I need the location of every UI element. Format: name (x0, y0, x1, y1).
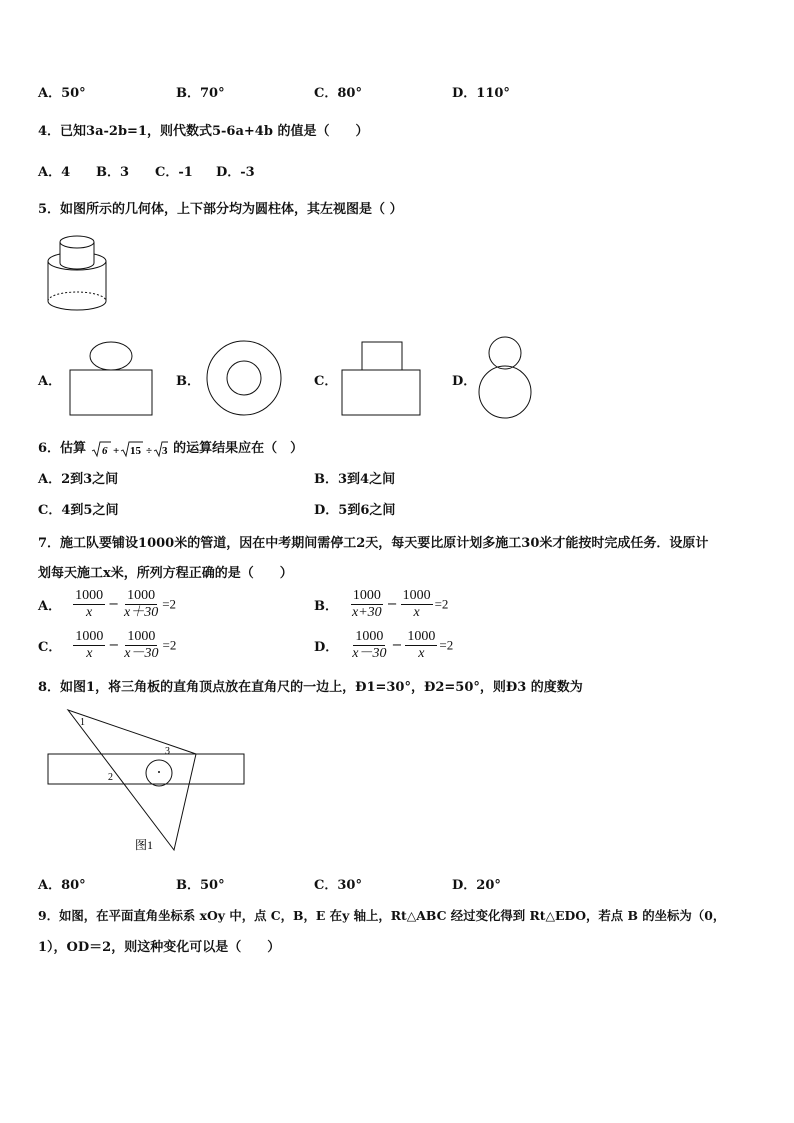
q5-solid-figure (40, 232, 112, 316)
q6-stem (38, 437, 303, 458)
q8-option-c: C．30° (314, 878, 362, 893)
q5-option-d-figure (476, 335, 536, 423)
q6-option-a: A．2到3之间 (38, 472, 119, 487)
q6-option-b: B．3到4之间 (314, 472, 396, 487)
set-square (68, 710, 196, 850)
svg-text:6: 6 (101, 444, 108, 457)
svg-text:+: + (112, 444, 119, 457)
angle-3-label: 3 (165, 746, 170, 757)
angle-1-label: 1 (80, 717, 85, 728)
q8-option-d: D．20° (452, 878, 501, 893)
q7-b-fraction-1: $\frac{1000}{x+30}$ (352, 588, 382, 620)
q5-option-a-figure (68, 340, 154, 418)
angle-2-label: 2 (108, 772, 113, 783)
q7-c-fraction-1: $\frac{1000}{x}$ (75, 629, 104, 661)
q9-stem-line1: 9．如图，在平面直角坐标系 xOy 中，点 C，B，E 在y 轴上，Rt△ABC 经过变化得到 Rt△EDO，若点 B 的坐标为（0， (38, 908, 726, 923)
q7-option-b: B． $\frac{1000}{x+30}$ − $\frac{1000}{x}$ =2 (314, 588, 449, 620)
q8-option-b: B．50° (176, 878, 225, 893)
q8-option-a: A．80° (38, 878, 86, 893)
q5-option-c-label: C． (314, 374, 338, 389)
q8-figure (44, 706, 250, 862)
q3-option-b: B．70° (176, 86, 225, 101)
svg-text:÷: ÷ (145, 444, 152, 457)
q7-d-fraction-2: $\frac{1000}{x}$ (407, 629, 436, 661)
q7-b-fraction-2: $\frac{1000}{x}$ (402, 588, 431, 620)
q6-stem-prefix: 6．估算 (38, 441, 87, 456)
q7-c-fraction-2: $\frac{1000}{x-30}$ (124, 629, 159, 661)
q7-a-fraction-1: $\frac{1000}{x}$ (75, 588, 104, 620)
q7-option-b-label: B． (314, 599, 338, 614)
q7-option-d: D． $\frac{1000}{x-30}$ − $\frac{1000}{x}$ =2 (314, 629, 454, 661)
q6-option-c: C．4到5之间 (38, 503, 119, 518)
q8-stem: 8．如图1，将三角板的直角顶点放在直角尺的一边上，Ð1=30°，Ð2=50°，则Ð3 的度数为 (38, 680, 583, 695)
q4-stem: 4．已知3a-2b=1，则代数式5-6a+4b 的值是（ ） (38, 124, 369, 139)
q5-option-b-figure (204, 338, 284, 418)
q7-option-a: A． $\frac{1000}{x}$ − $\frac{1000}{x+30}$ =2 (38, 588, 177, 620)
q7-stem-line1: 7．施工队要铺设1000米的管道，因在中考期间需停工2天，每天要比原计划多施工30米才能按时完成任务．设原计 (38, 536, 709, 551)
svg-text:3: 3 (161, 444, 168, 457)
q9-stem-line2: 1），OD＝2，则这种变化可以是（ ） (38, 940, 281, 955)
q7-option-c-label: C． (38, 640, 62, 655)
q6-stem-suffix: 的运算结果应在（ ） (173, 441, 304, 456)
ruler (48, 754, 244, 784)
q4-option-d: D．-3 (216, 165, 255, 180)
q7-a-fraction-2: $\frac{1000}{x+30}$ (124, 588, 159, 620)
q3-option-a: A．50° (38, 86, 86, 101)
q6-radical-expression (91, 440, 169, 458)
q4-option-b: B．3 (96, 165, 130, 180)
q4-option-a: A．4 (38, 165, 71, 180)
q5-option-a-label: A． (38, 374, 62, 389)
q7-option-d-label: D． (314, 640, 339, 655)
q7-stem-line2: 划每天施工x米，所列方程正确的是（ ） (38, 566, 293, 581)
q3-option-c: C．80° (314, 86, 362, 101)
q5-option-d-label: D． (452, 374, 477, 389)
svg-text:15: 15 (129, 444, 141, 457)
q6-option-d: D．5到6之间 (314, 503, 396, 518)
figure-caption: 图1 (135, 838, 154, 852)
q4-option-c: C．-1 (155, 165, 193, 180)
q7-d-fraction-1: $\frac{1000}{x-30}$ (352, 629, 387, 661)
q5-option-b-label: B． (176, 374, 200, 389)
q7-option-a-label: A． (38, 599, 62, 614)
q3-option-d: D．110° (452, 86, 510, 101)
q5-option-c-figure (340, 340, 424, 418)
q5-stem: 5．如图所示的几何体，上下部分均为圆柱体，其左视图是（ ） (38, 202, 403, 217)
q7-option-c: C． $\frac{1000}{x}$ − $\frac{1000}{x-30}$ =2 (38, 629, 177, 661)
